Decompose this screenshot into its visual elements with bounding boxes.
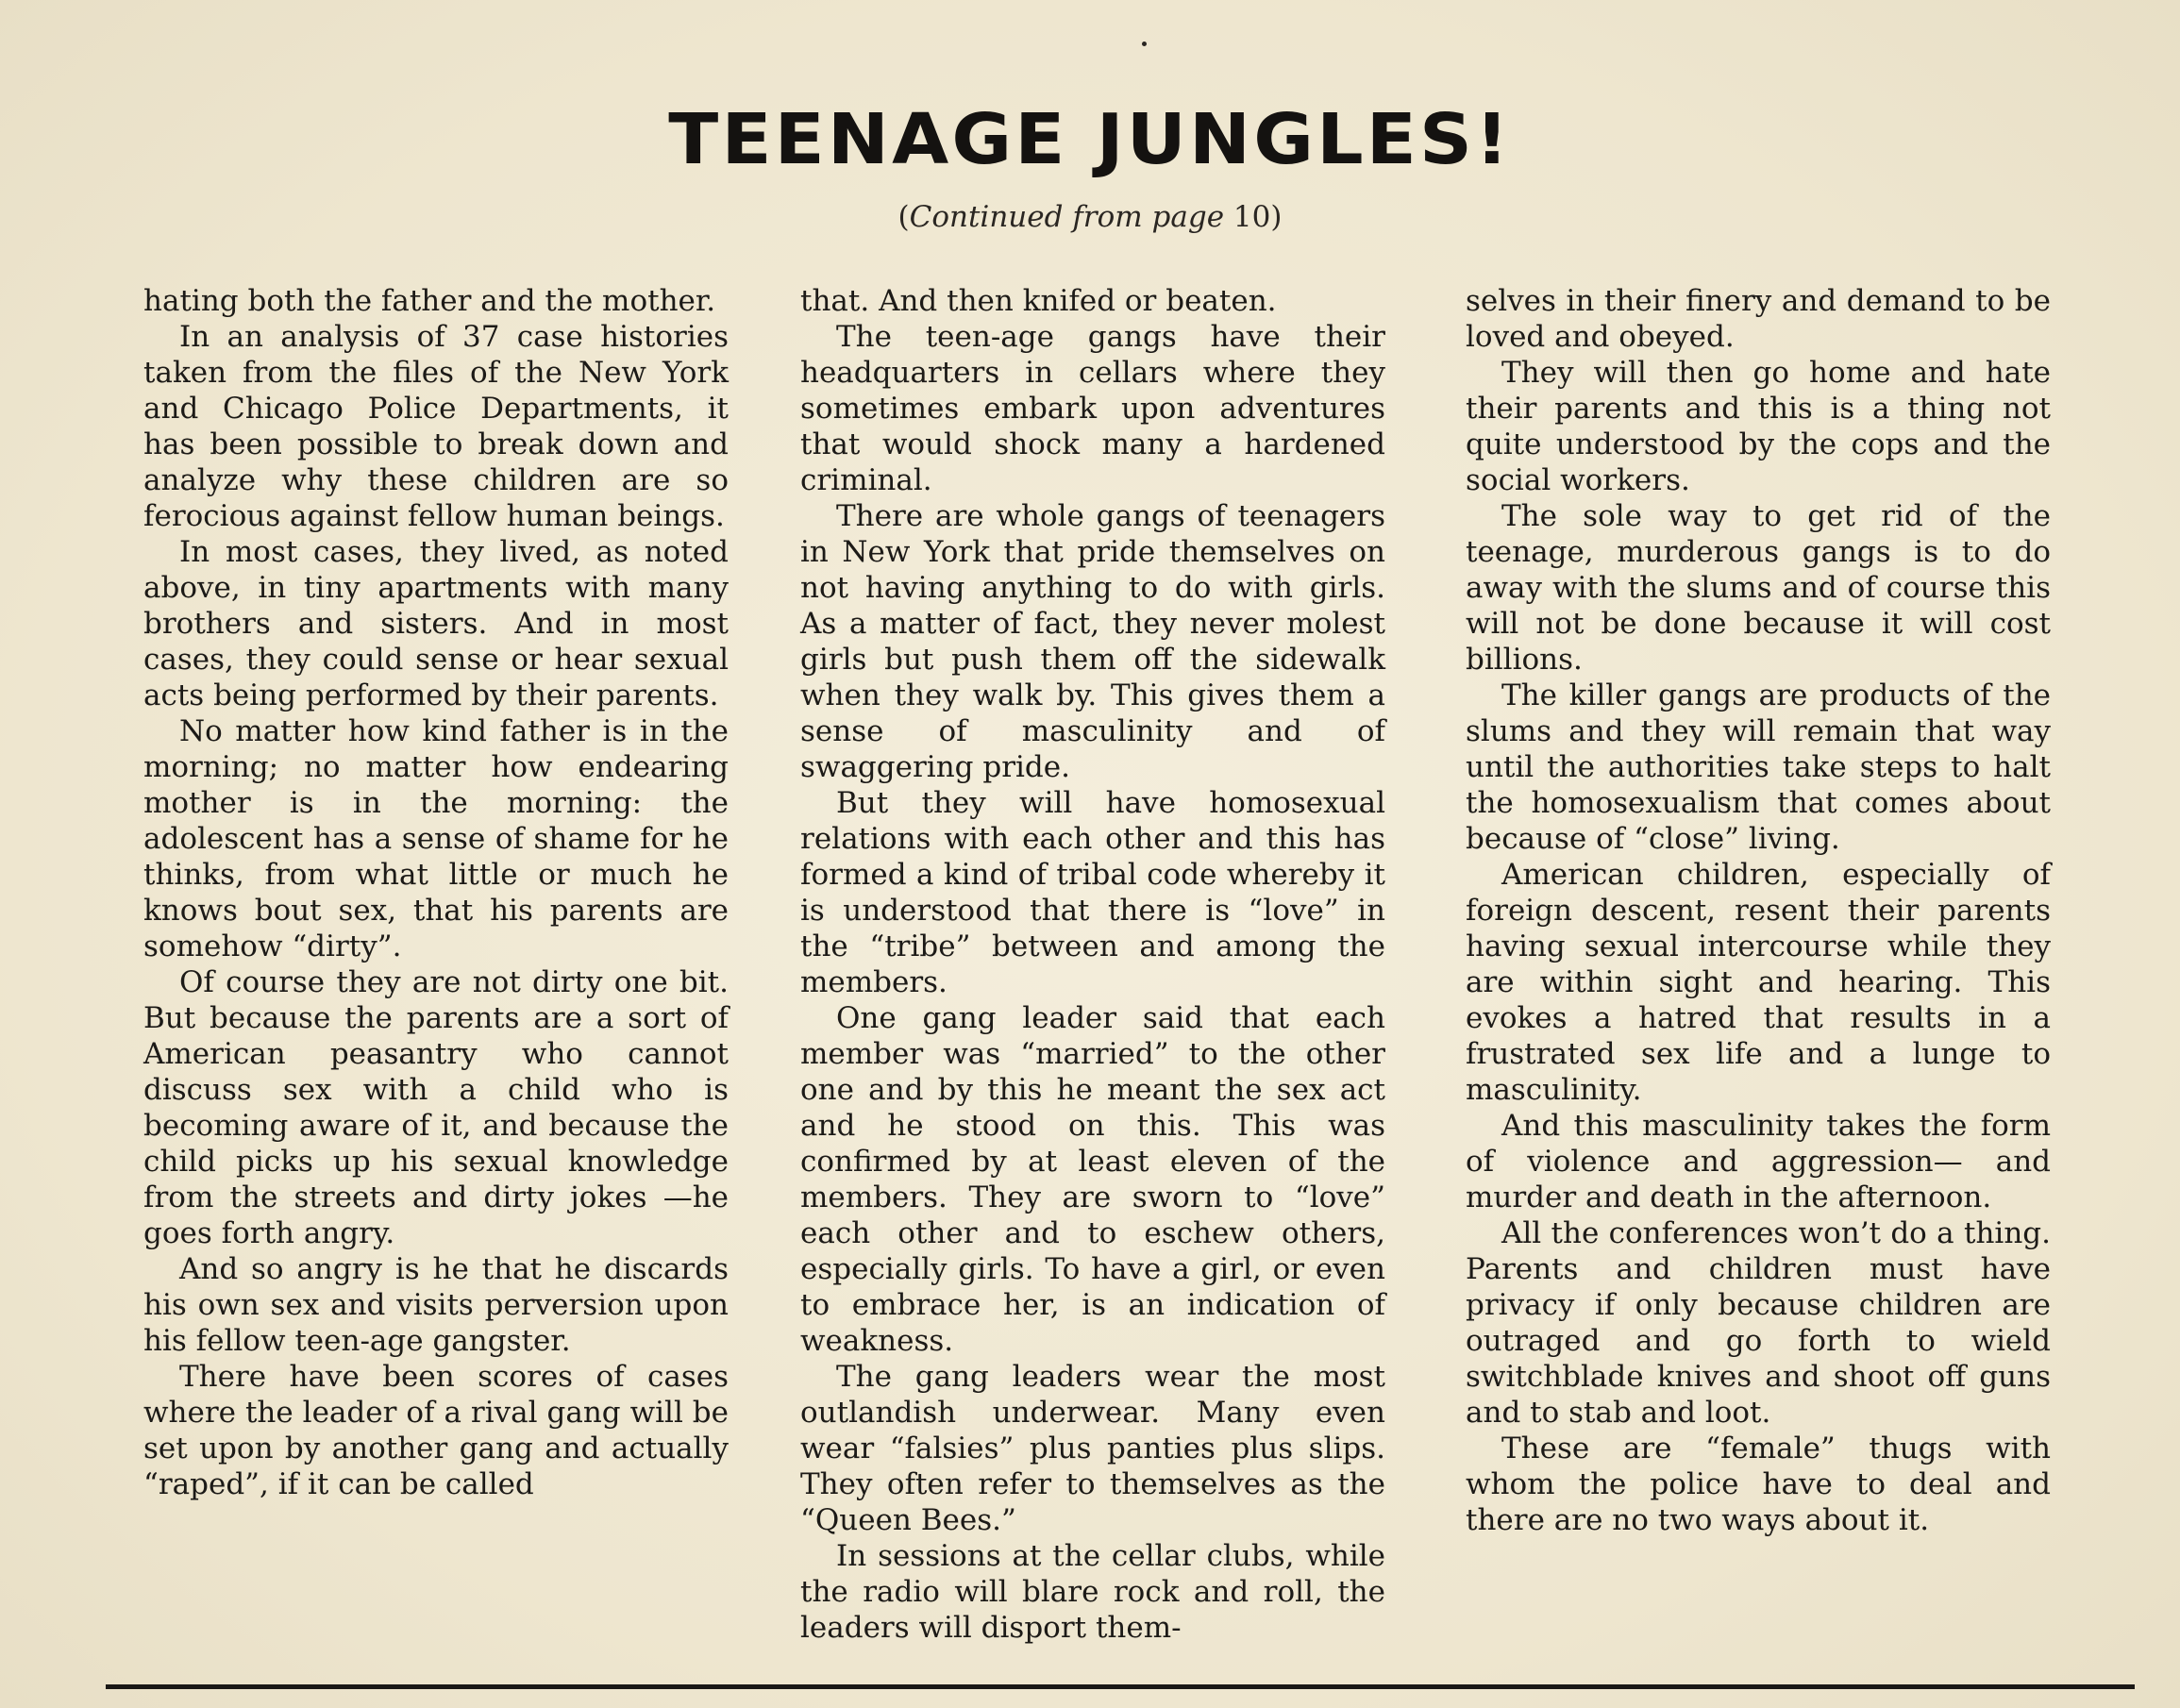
continuation-text: Continued from page [909, 200, 1225, 234]
paragraph: There have been scores of cases where the leader of a rival gang will be set upon by another gang and actually “raped”, if it can be called [143, 1360, 729, 1501]
paragraph: In sessions at the cellar clubs, while the radio will blare rock and roll, the leaders will disport them- [800, 1539, 1385, 1645]
paragraph: All the conferences won’t do a thing. Parents and children must have privacy if only because children are outraged and go forth to wield switchblade knives and shoot off guns and to stab and loot. [1466, 1216, 2051, 1430]
paragraph: The teen-age gangs have their headquarters in cellars where they sometimes embark upon adventures that would shock many a hardened criminal. [800, 320, 1385, 497]
paragraph: But they will have homosexual relations with each other and this has formed a kind of tribal code whereby it is understood that there is “love” in the “tribe” between and among the members. [800, 786, 1385, 999]
article-column-1 [143, 283, 729, 1502]
paragraph: The sole way to get rid of the teenage, murderous gangs is to do away with the slums and of course this will not be done because it will cost billions. [1466, 499, 2051, 677]
paragraph: And this masculinity takes the form of violence and aggression— and murder and death in the afternoon. [1466, 1109, 2051, 1214]
paragraph: that. And then knifed or beaten. [800, 284, 1277, 318]
article-column-3 [1466, 283, 2051, 1538]
paragraph: The gang leaders wear the most outlandish underwear. Many even wear “falsies” plus panties plus slips. They often refer to themselves as the “Queen Bees.” [800, 1360, 1385, 1537]
bottom-rule [106, 1684, 2135, 1689]
paragraph: Of course they are not dirty one bit. But because the parents are a sort of American peasantry who cannot discuss sex with a child who is becoming aware of it, and because the child picks up his sexual knowledge from the streets and dirty jokes —he goes forth angry. [143, 965, 729, 1250]
paragraph: There are whole gangs of teenagers in New York that pride themselves on not having anything to do with girls. As a matter of fact, they never molest girls but push them off the sidewalk when they walk by. This gives them a sense of masculinity and of swaggering pride. [800, 499, 1385, 784]
continuation-page-number: 10 [1233, 200, 1271, 234]
article-column-2 [800, 283, 1385, 1646]
paragraph: hating both the father and the mother. [143, 284, 716, 318]
paragraph: And so angry is he that he discards his own sex and visits perversion upon his fellow teen-age gangster. [143, 1252, 729, 1358]
paragraph: One gang leader said that each member was “married” to the other one and by this he meant the sex act and he stood on this. This was confirmed by at least eleven of the members. They are sworn to “love” each other and to eschew others, especially girls. To have a girl, or even to embrace her, is an indication of weakness. [800, 1001, 1385, 1358]
paragraph: These are “female” thugs with whom the police have to deal and there are no two ways about it. [1466, 1432, 2051, 1537]
paragraph: In an analysis of 37 case histories taken from the files of the New York and Chicago Police Departments, it has been possible to break down and analyze why these children are so ferocious against fellow human beings. [143, 320, 729, 533]
paragraph: In most cases, they lived, as noted above, in tiny apartments with many brothers and sisters. And in most cases, they could sense or hear sexual acts being performed by their parents. [143, 535, 729, 712]
article-headline: TEENAGE JUNGLES! [668, 99, 1512, 180]
paragraph: No matter how kind father is in the morning; no matter how endearing mother is in the morning: the adolescent has a sense of shame for he thinks, from what little or much he knows bout sex, that his parents are somehow “dirty”. [143, 714, 729, 963]
paragraph: The killer gangs are products of the slums and they will remain that way until the authorities take steps to halt the homosexualism that comes about because of “close” living. [1466, 678, 2051, 856]
paragraph: selves in their finery and demand to be loved and obeyed. [1466, 284, 2051, 354]
paragraph: American children, especially of foreign descent, resent their parents having sexual intercourse while they are within sight and hearing. This evokes a hatred that results in a frustrated sex life and a lunge to masculinity. [1466, 858, 2051, 1107]
paragraph: They will then go home and hate their parents and this is a thing not quite understood by the cops and the social workers. [1466, 356, 2051, 497]
continuation-note: (Continued from page 10) [897, 200, 1283, 234]
print-speck [1142, 42, 1147, 46]
